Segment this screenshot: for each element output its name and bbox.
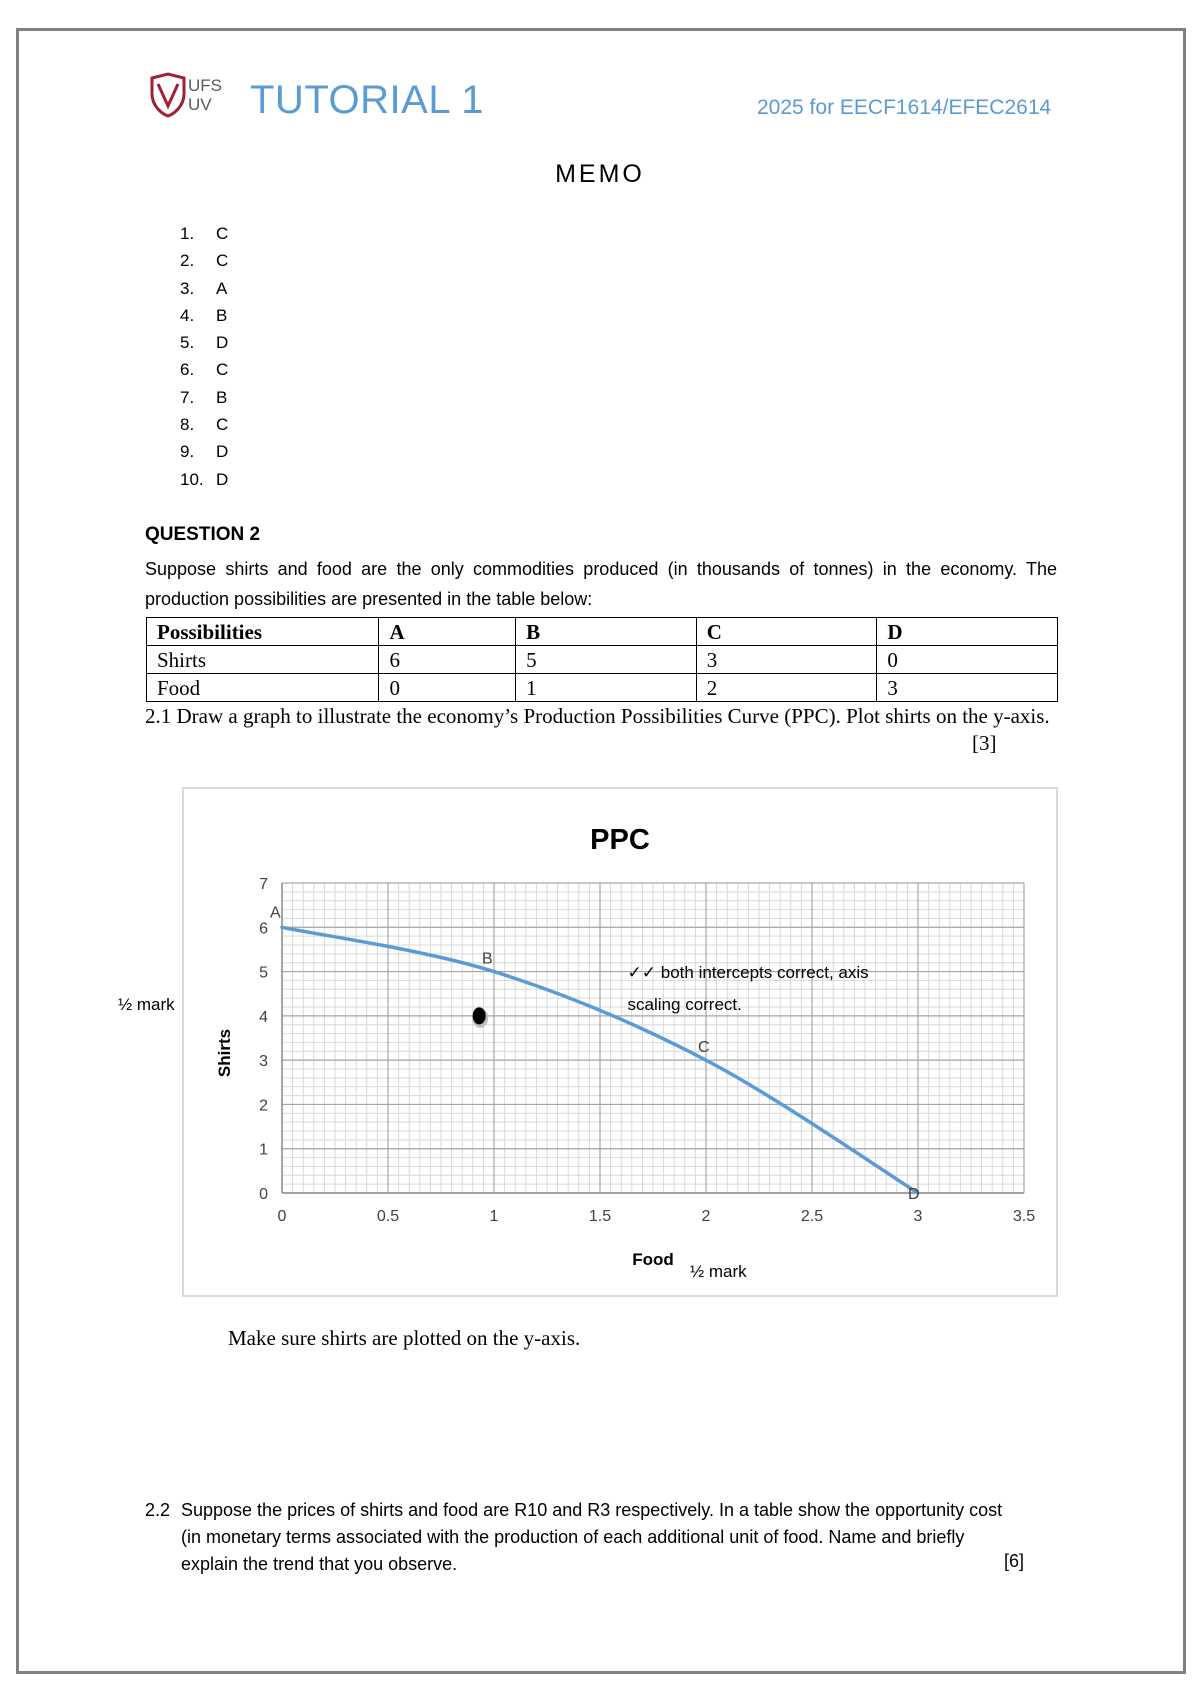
- y-tick-label: 3: [259, 1053, 268, 1071]
- question-2-2-text: Suppose the prices of shirts and food are R10 and R3 respectively. In a table show the opportunity cost (in monetary terms associated with the production of each additional unit of food. Name and briefly explain the trend that you observe.: [181, 1500, 1003, 1574]
- table-cell: 1: [516, 674, 697, 702]
- extra-data-point: [473, 1007, 486, 1024]
- answer-letter: D: [216, 333, 229, 353]
- answer-number: 6.: [180, 360, 195, 380]
- answer-item: [180, 302, 228, 329]
- table-row: [147, 674, 1058, 702]
- answer-item: [180, 411, 228, 438]
- x-tick-label: 0: [277, 1208, 287, 1225]
- y-tick-label: 7: [259, 876, 268, 893]
- question-2-1-text: 2.1 Draw a graph to illustrate the economy’s Production Possibilities Curve (PPC). Plot shirts on the y-axis.: [145, 704, 1050, 728]
- answer-number: 2.: [180, 251, 195, 271]
- answer-item: [180, 220, 228, 247]
- chart-annotation-line2: scaling correct.: [627, 995, 742, 1015]
- answer-item: [180, 275, 228, 302]
- half-mark-bottom: ½ mark: [690, 1262, 747, 1281]
- ppc-data-point: [705, 1059, 708, 1062]
- answer-letter: B: [216, 305, 228, 325]
- answer-number: 1.: [180, 224, 195, 243]
- logo-text-bottom: UV: [188, 95, 212, 114]
- table-header-cell: Possibilities: [147, 618, 379, 646]
- table-cell: Food: [147, 674, 379, 702]
- answer-item: [180, 329, 228, 356]
- page-subtitle: 2025 for EECF1614/EFEC2614: [757, 96, 1052, 119]
- y-tick-label: 0: [259, 1186, 268, 1203]
- table-header-cell: C: [696, 618, 877, 646]
- answer-number: 5.: [180, 333, 195, 353]
- ppc-point-label: B: [482, 950, 493, 968]
- chart-title: PPC: [590, 824, 650, 856]
- table-header-cell: A: [379, 618, 516, 646]
- answer-letter: C: [216, 360, 229, 380]
- x-tick-label: 3: [913, 1208, 923, 1225]
- answer-item: [180, 466, 228, 493]
- x-tick-label: 2.5: [800, 1208, 824, 1225]
- ppc-point-label: D: [908, 1186, 920, 1203]
- question-2-intro: Suppose shirts and food are the only commodities produced (in thousands of tonnes) in the economy. The production possibilities are presented in the table below:: [145, 559, 1057, 609]
- ppc-data-point: [281, 926, 284, 929]
- y-axis-note: Make sure shirts are plotted on the y-axis.: [228, 1326, 581, 1350]
- table-cell: 2: [696, 674, 877, 702]
- ppc-point-label: A: [270, 904, 281, 922]
- answer-number: 3.: [180, 278, 195, 298]
- x-tick-label: 0.5: [376, 1208, 400, 1225]
- question-2-2-number: 2.2: [145, 1500, 171, 1520]
- x-axis-title: Food: [632, 1250, 674, 1269]
- half-mark-left: ½ mark: [118, 995, 175, 1014]
- memo-heading: MEMO: [555, 160, 645, 188]
- production-possibilities-table: [146, 617, 1058, 702]
- answer-number: 9.: [180, 442, 195, 462]
- table-cell: 3: [696, 646, 877, 674]
- answer-item: [180, 438, 228, 465]
- answer-list: [180, 220, 228, 493]
- answer-number: 7.: [180, 387, 195, 407]
- answer-letter: B: [216, 387, 228, 407]
- page-title: TUTORIAL 1: [250, 78, 484, 122]
- chart-annotation-line1: ✓✓ both intercepts correct, axis: [627, 963, 869, 983]
- x-tick-label: 1: [489, 1208, 499, 1225]
- table-cell: 6: [379, 646, 516, 674]
- question-2-2-marks: [6]: [1004, 1551, 1025, 1571]
- table-header-row: [147, 618, 1058, 646]
- table-header-cell: B: [516, 618, 697, 646]
- x-tick-label: 2: [701, 1208, 711, 1225]
- answer-item: [180, 384, 228, 411]
- answer-number: 4.: [180, 305, 195, 325]
- y-tick-label: 5: [259, 964, 268, 982]
- table-header-cell: D: [877, 618, 1058, 646]
- ppc-chart: [182, 787, 1058, 1297]
- answer-letter: C: [216, 251, 229, 271]
- logo-shield-icon: [152, 74, 184, 116]
- logo-text-top: UFS: [188, 76, 222, 95]
- answer-letter: A: [216, 278, 228, 298]
- table-cell: 0: [379, 674, 516, 702]
- ufs-logo: [148, 72, 230, 118]
- question-2-heading: QUESTION 2: [145, 524, 261, 545]
- answer-letter: C: [216, 224, 229, 243]
- ppc-data-point: [493, 970, 496, 973]
- table-cell: 5: [516, 646, 697, 674]
- table-row: [147, 646, 1058, 674]
- answer-letter: D: [216, 442, 229, 462]
- x-tick-label: 1.5: [588, 1208, 612, 1225]
- y-tick-label: 6: [259, 920, 268, 938]
- question-2-2: [145, 1497, 1025, 1578]
- answer-item: [180, 247, 228, 274]
- table-cell: 3: [877, 674, 1058, 702]
- answer-number: 8.: [180, 415, 195, 435]
- ppc-point-label: C: [698, 1039, 710, 1057]
- y-axis-title: Shirts: [215, 1028, 234, 1078]
- x-tick-label: 3.5: [1012, 1208, 1036, 1225]
- table-cell: Shirts: [147, 646, 379, 674]
- ppc-chart-svg: [184, 789, 1056, 1295]
- answer-letter: D: [216, 469, 229, 489]
- question-2-1-marks: [3]: [972, 731, 997, 755]
- answer-letter: C: [216, 415, 229, 435]
- answer-number: 10.: [180, 469, 204, 489]
- y-tick-label: 4: [259, 1008, 268, 1026]
- answer-item: [180, 356, 228, 383]
- y-tick-label: 1: [259, 1141, 268, 1159]
- table-cell: 0: [877, 646, 1058, 674]
- y-tick-label: 2: [259, 1097, 268, 1115]
